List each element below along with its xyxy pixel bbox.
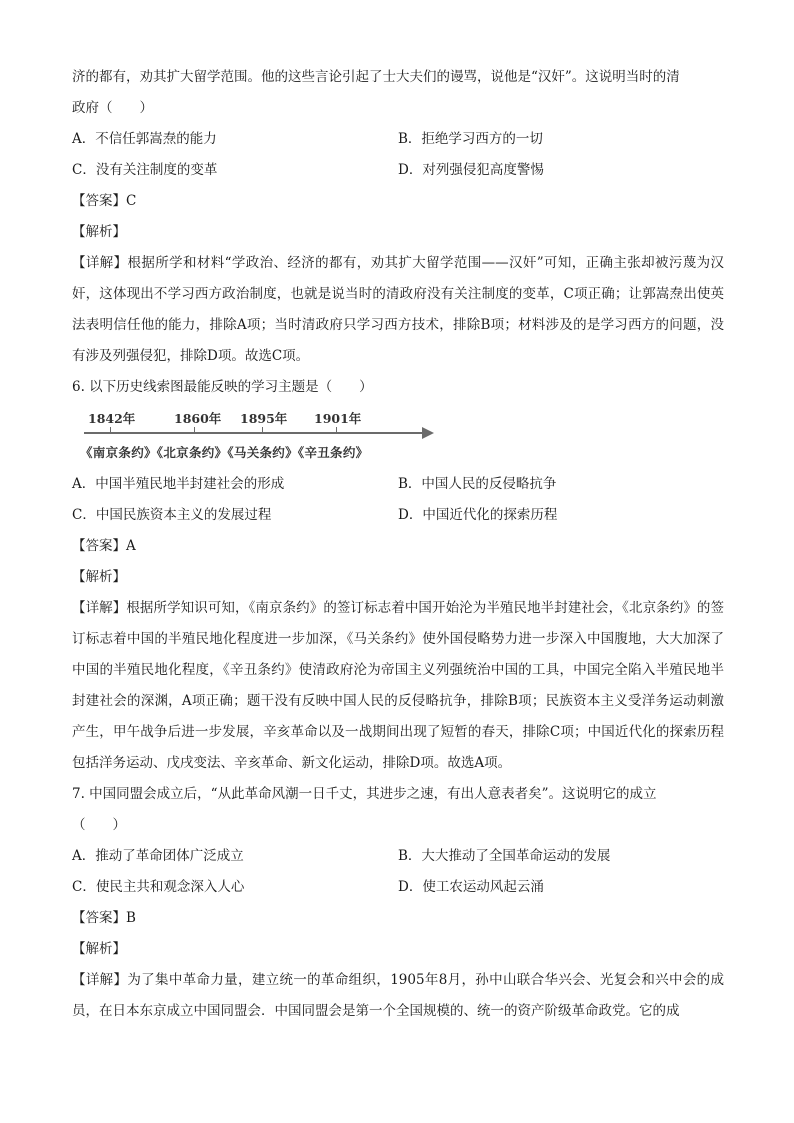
q7-stem-line1: 7. 中国同盟会成立后，“从此革命风潮一日千丈，其进步之速，有出人意表者矣”。这说明它的成立	[72, 786, 657, 802]
q6-option-d: D．中国近代化的探索历程	[398, 507, 558, 523]
q7-option-d: D．使工农运动风起云涌	[398, 879, 544, 895]
q7-options-row2	[72, 872, 724, 903]
q6-option-c: C．中国民族资本主义的发展过程	[72, 507, 272, 523]
q5-option-b: B．拒绝学习西方的一切	[398, 131, 543, 147]
q6-analysis-label: 【解析】	[72, 569, 126, 585]
q5-option-c: C．没有关注制度的变革	[72, 162, 218, 178]
q5-stem-line1: 济的都有，劝其扩大留学范围。他的这些言论引起了士大夫们的谩骂，说他是“汉奸”。这说明当时的清	[72, 69, 680, 85]
q5-option-d: D．对列强侵犯高度警惕	[398, 162, 544, 178]
q7-option-b: B．大大推动了全国革命运动的发展	[398, 848, 611, 864]
q7-stem-line2: （ ）	[72, 817, 126, 833]
q5-answer: 【答案】C	[72, 193, 137, 209]
q6-options-row2	[72, 500, 724, 531]
q6-detail: 【详解】根据所学知识可知，《南京条约》的签订标志着中国开始沦为半殖民地半封建社会，《北京条约》的签订标志着中国的半殖民地化程度进一步加深，《马关条约》使外国侵略势力进一步深入中国腹地，大大加深了中国的半殖民地化程度，《辛丑条约》使清政府沦为帝国主义列强统治中国的工具，中国完全陷入半殖民地半封建社会的深渊，A项正确；题干没有反映中国人民的反侵略抗争，排除B项；民族资本主义受洋务运动刺激产生，甲午战争后进一步发展，辛亥革命以及一战期间出现了短暂的春天，排除C项；中国近代化的探索历程包括洋务运动、戊戌变法、辛亥革命、新文化运动，排除D项。故选A项。	[72, 600, 724, 771]
q6-options-row1	[72, 469, 724, 500]
q7-detail: 【详解】为了集中革命力量，建立统一的革命组织，1905年8月，孙中山联合华兴会、光复会和兴中会的成员，在日本东京成立中国同盟会．中国同盟会是第一个全国规模的、统一的资产阶级革命政党。它的成	[72, 972, 724, 1019]
timeline-year-1842: 1842年	[88, 411, 136, 426]
timeline-year-1895: 1895年	[240, 411, 288, 426]
q6-option-a: A．中国半殖民地半封建社会的形成	[72, 476, 285, 492]
timeline-year-1860: 1860年	[174, 411, 222, 426]
document-page	[72, 62, 724, 1027]
q6-stem: 6. 以下历史线索图最能反映的学习主题是（ ）	[72, 379, 373, 395]
q6-option-b: B．中国人民的反侵略抗争	[398, 476, 557, 492]
timeline-year-1901: 1901年	[314, 411, 362, 426]
q5-detail: 【详解】根据所学和材料“学政治、经济的都有，劝其扩大留学范围——汉奸”可知，正确主张却被污蔑为汉奸，这体现出不学习西方政治制度，也就是说当时的清政府没有关注制度的变革，C项正确；让郭嵩焘出使英法表明信任他的能力，排除A项；当时清政府只学习西方技术，排除B项；材料涉及的是学习西方的问题，没有涉及列强侵犯，排除D项。故选C项。	[72, 255, 724, 364]
q7-analysis-label: 【解析】	[72, 941, 126, 957]
q7-options-row1	[72, 841, 724, 872]
timeline-treaties: 《南京条约》《北京条约》《马关条约》《辛丑条约》	[80, 445, 369, 460]
timeline-arrow-icon	[422, 427, 434, 439]
q6-answer: 【答案】A	[72, 538, 136, 554]
q5-options-row2	[72, 155, 724, 186]
q5-option-a: A．不信任郭嵩焘的能力	[72, 131, 217, 147]
q5-stem-line2: 政府（ ）	[72, 100, 153, 116]
q5-analysis-label: 【解析】	[72, 224, 126, 240]
q7-option-c: C．使民主共和观念深入人心	[72, 879, 245, 895]
q5-options-row1	[72, 124, 724, 155]
q7-option-a: A．推动了革命团体广泛成立	[72, 848, 244, 864]
timeline-axis	[84, 432, 424, 434]
q6-timeline-figure	[72, 405, 724, 467]
q7-answer: 【答案】B	[72, 910, 136, 926]
